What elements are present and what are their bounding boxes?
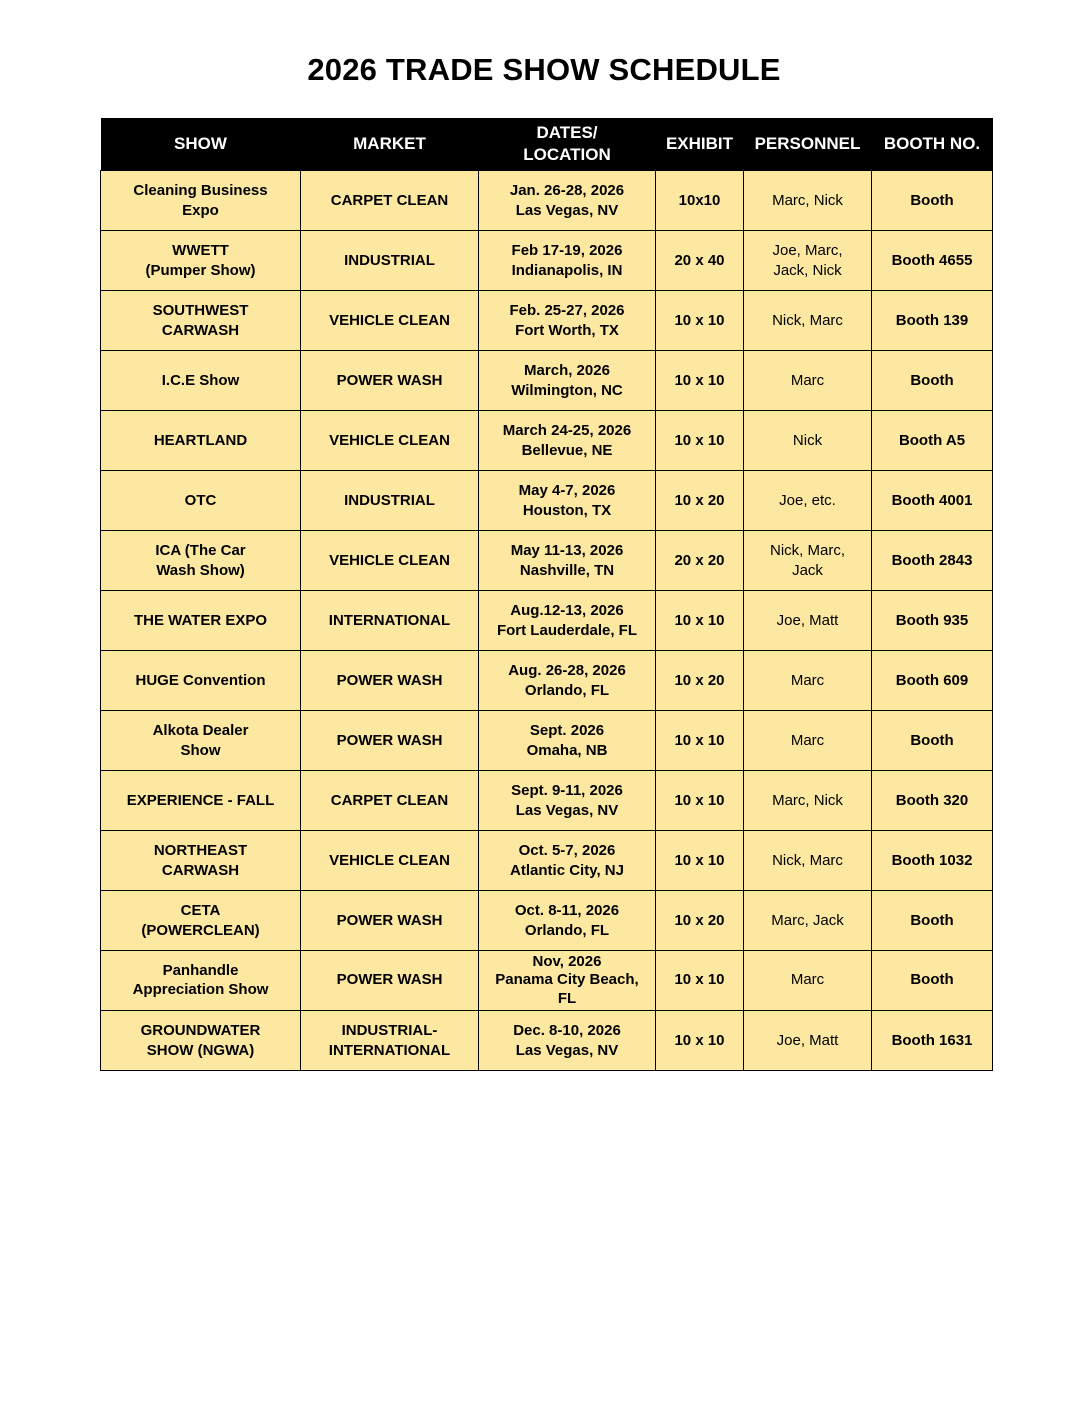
cell-personnel: Marc, Nick xyxy=(744,171,872,231)
table-row xyxy=(101,531,993,591)
cell-show: THE WATER EXPO xyxy=(101,591,301,651)
cell-personnel: Nick, Marc, Jack xyxy=(744,531,872,591)
cell-booth: Booth 1631 xyxy=(872,1011,993,1071)
cell-booth: Booth xyxy=(872,351,993,411)
cell-show: Alkota Dealer Show xyxy=(101,711,301,771)
cell-dates: May 11-13, 2026 Nashville, TN xyxy=(479,531,656,591)
column-header-dates: DATES/ LOCATION xyxy=(479,118,656,171)
trade-show-table xyxy=(100,118,993,1071)
cell-market: POWER WASH xyxy=(301,951,479,1011)
table-row xyxy=(101,231,993,291)
table-row xyxy=(101,471,993,531)
cell-show: NORTHEAST CARWASH xyxy=(101,831,301,891)
cell-exhibit: 10 x 20 xyxy=(656,891,744,951)
cell-booth: Booth 320 xyxy=(872,771,993,831)
table-row xyxy=(101,291,993,351)
cell-market: INTERNATIONAL xyxy=(301,591,479,651)
cell-exhibit: 10 x 10 xyxy=(656,1011,744,1071)
cell-booth: Booth 4001 xyxy=(872,471,993,531)
cell-personnel: Marc xyxy=(744,351,872,411)
cell-exhibit: 10 x 10 xyxy=(656,951,744,1011)
cell-booth: Booth 935 xyxy=(872,591,993,651)
cell-show: HUGE Convention xyxy=(101,651,301,711)
cell-exhibit: 10 x 20 xyxy=(656,471,744,531)
cell-exhibit: 10 x 10 xyxy=(656,351,744,411)
table-row xyxy=(101,831,993,891)
cell-exhibit: 10 x 10 xyxy=(656,831,744,891)
table-header-row xyxy=(101,118,993,171)
cell-show: EXPERIENCE - FALL xyxy=(101,771,301,831)
column-header-booth: BOOTH NO. xyxy=(872,118,993,171)
cell-booth: Booth 139 xyxy=(872,291,993,351)
cell-show: Cleaning Business Expo xyxy=(101,171,301,231)
cell-dates: May 4-7, 2026 Houston, TX xyxy=(479,471,656,531)
cell-show: WWETT (Pumper Show) xyxy=(101,231,301,291)
cell-dates: March, 2026 Wilmington, NC xyxy=(479,351,656,411)
cell-market: POWER WASH xyxy=(301,711,479,771)
cell-personnel: Marc xyxy=(744,651,872,711)
column-header-show: SHOW xyxy=(101,118,301,171)
cell-personnel: Marc xyxy=(744,711,872,771)
cell-dates: Jan. 26-28, 2026 Las Vegas, NV xyxy=(479,171,656,231)
cell-booth: Booth xyxy=(872,951,993,1011)
cell-show: CETA (POWERCLEAN) xyxy=(101,891,301,951)
cell-market: POWER WASH xyxy=(301,351,479,411)
cell-dates: Aug. 26-28, 2026 Orlando, FL xyxy=(479,651,656,711)
cell-exhibit: 10 x 10 xyxy=(656,711,744,771)
column-header-market: MARKET xyxy=(301,118,479,171)
cell-market: VEHICLE CLEAN xyxy=(301,411,479,471)
cell-exhibit: 10 x 10 xyxy=(656,771,744,831)
cell-personnel: Nick xyxy=(744,411,872,471)
table-row xyxy=(101,651,993,711)
cell-booth: Booth A5 xyxy=(872,411,993,471)
table-row xyxy=(101,891,993,951)
cell-market: CARPET CLEAN xyxy=(301,171,479,231)
cell-show: ICA (The Car Wash Show) xyxy=(101,531,301,591)
cell-dates: Feb 17-19, 2026 Indianapolis, IN xyxy=(479,231,656,291)
cell-booth: Booth xyxy=(872,171,993,231)
cell-show: SOUTHWEST CARWASH xyxy=(101,291,301,351)
cell-booth: Booth xyxy=(872,711,993,771)
cell-personnel: Nick, Marc xyxy=(744,831,872,891)
cell-booth: Booth 609 xyxy=(872,651,993,711)
cell-dates: Nov, 2026 Panama City Beach, FL xyxy=(479,951,656,1011)
column-header-exhibit: EXHIBIT xyxy=(656,118,744,171)
cell-market: POWER WASH xyxy=(301,891,479,951)
cell-personnel: Joe, etc. xyxy=(744,471,872,531)
table-row xyxy=(101,711,993,771)
table-row xyxy=(101,1011,993,1071)
cell-personnel: Marc, Nick xyxy=(744,771,872,831)
cell-dates: Aug.12-13, 2026 Fort Lauderdale, FL xyxy=(479,591,656,651)
cell-exhibit: 20 x 20 xyxy=(656,531,744,591)
cell-show: OTC xyxy=(101,471,301,531)
cell-exhibit: 10 x 20 xyxy=(656,651,744,711)
cell-personnel: Marc xyxy=(744,951,872,1011)
cell-dates: Oct. 8-11, 2026 Orlando, FL xyxy=(479,891,656,951)
cell-show: I.C.E Show xyxy=(101,351,301,411)
cell-booth: Booth 2843 xyxy=(872,531,993,591)
cell-personnel: Nick, Marc xyxy=(744,291,872,351)
cell-show: Panhandle Appreciation Show xyxy=(101,951,301,1011)
cell-market: VEHICLE CLEAN xyxy=(301,531,479,591)
cell-market: INDUSTRIAL- INTERNATIONAL xyxy=(301,1011,479,1071)
table-row xyxy=(101,591,993,651)
cell-personnel: Joe, Marc, Jack, Nick xyxy=(744,231,872,291)
cell-market: CARPET CLEAN xyxy=(301,771,479,831)
cell-booth: Booth xyxy=(872,891,993,951)
cell-dates: Feb. 25-27, 2026 Fort Worth, TX xyxy=(479,291,656,351)
cell-booth: Booth 4655 xyxy=(872,231,993,291)
cell-dates: Sept. 9-11, 2026 Las Vegas, NV xyxy=(479,771,656,831)
cell-personnel: Joe, Matt xyxy=(744,591,872,651)
cell-exhibit: 10 x 10 xyxy=(656,411,744,471)
column-header-personnel: PERSONNEL xyxy=(744,118,872,171)
cell-market: INDUSTRIAL xyxy=(301,471,479,531)
cell-personnel: Joe, Matt xyxy=(744,1011,872,1071)
cell-booth: Booth 1032 xyxy=(872,831,993,891)
cell-exhibit: 20 x 40 xyxy=(656,231,744,291)
table-row xyxy=(101,351,993,411)
cell-market: INDUSTRIAL xyxy=(301,231,479,291)
cell-show: HEARTLAND xyxy=(101,411,301,471)
cell-dates: Dec. 8-10, 2026 Las Vegas, NV xyxy=(479,1011,656,1071)
table-row xyxy=(101,171,993,231)
cell-exhibit: 10x10 xyxy=(656,171,744,231)
cell-personnel: Marc, Jack xyxy=(744,891,872,951)
cell-show: GROUNDWATER SHOW (NGWA) xyxy=(101,1011,301,1071)
cell-dates: March 24-25, 2026 Bellevue, NE xyxy=(479,411,656,471)
cell-market: POWER WASH xyxy=(301,651,479,711)
cell-exhibit: 10 x 10 xyxy=(656,291,744,351)
cell-dates: Oct. 5-7, 2026 Atlantic City, NJ xyxy=(479,831,656,891)
table-row xyxy=(101,951,993,1011)
cell-exhibit: 10 x 10 xyxy=(656,591,744,651)
cell-market: VEHICLE CLEAN xyxy=(301,831,479,891)
cell-market: VEHICLE CLEAN xyxy=(301,291,479,351)
table-row xyxy=(101,411,993,471)
table-row xyxy=(101,771,993,831)
cell-dates: Sept. 2026 Omaha, NB xyxy=(479,711,656,771)
page-title: 2026 TRADE SHOW SCHEDULE xyxy=(307,52,781,87)
